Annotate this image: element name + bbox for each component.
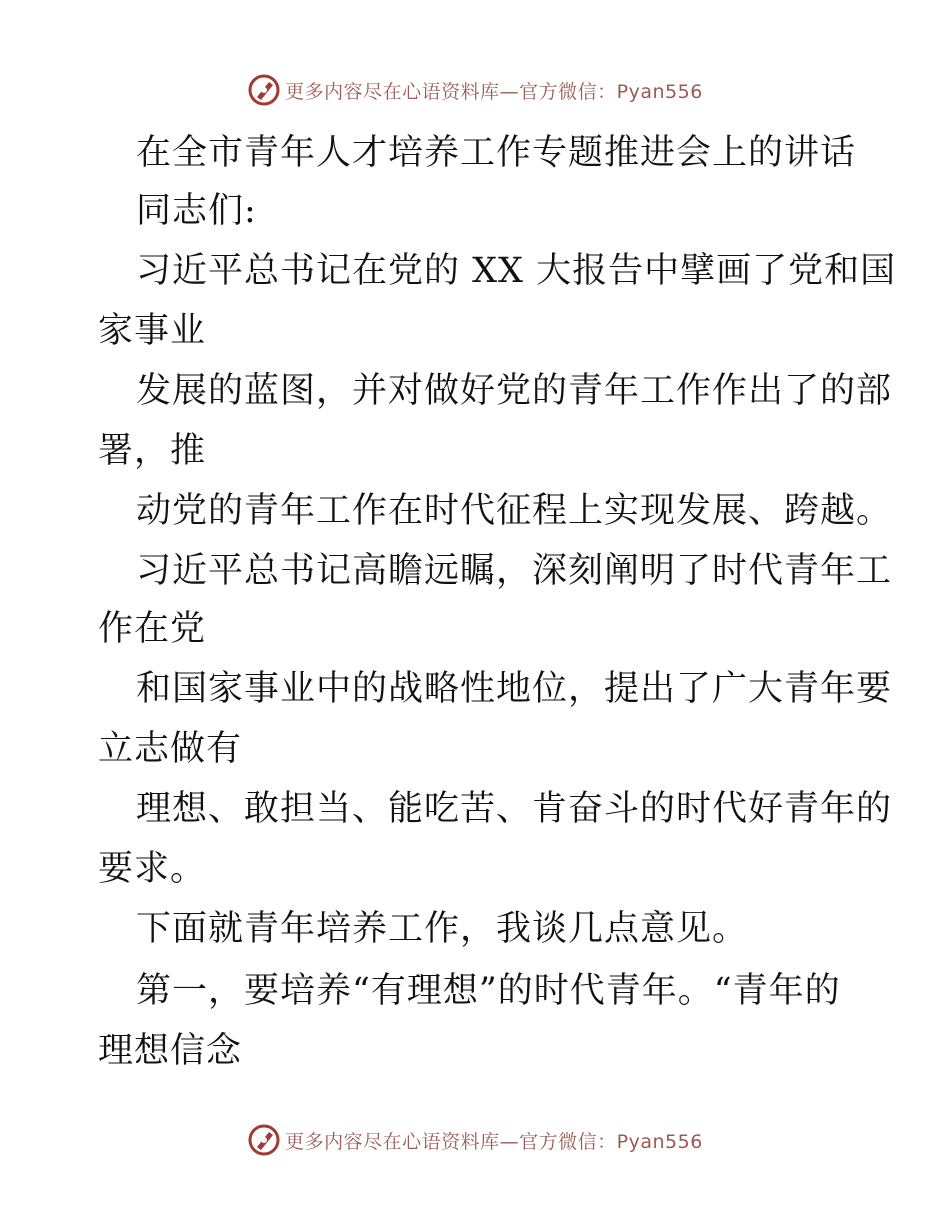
paragraph-line: 习近平总书记高瞻远瞩，深刻阐明了时代青年工 [136, 551, 893, 591]
header-watermark [0, 70, 950, 110]
footer-watermark [0, 1120, 950, 1160]
paragraph-line: 第一，要培养“有理想”的时代青年。“青年的 [136, 971, 841, 1011]
paragraph-line: 署，推 [98, 431, 207, 471]
document-body [98, 124, 897, 1080]
document-title: 在全市青年人才培养工作专题推进会上的讲话 [136, 133, 857, 173]
pen-logo-icon [247, 1123, 281, 1157]
paragraph-line: 家事业 [98, 311, 207, 351]
paragraph-line: 动党的青年工作在时代征程上实现发展、跨越。 [136, 491, 893, 531]
paragraph-line: 和国家事业中的战略性地位，提出了广大青年要 [136, 669, 893, 709]
paragraph-line: 下面就青年培养工作，我谈几点意见。 [136, 909, 749, 949]
pen-logo-icon [247, 73, 281, 107]
salutation: 同志们: [136, 191, 257, 231]
paragraph-line: 要求。 [98, 849, 207, 889]
paragraph-line: 理想、敢担当、能吃苦、肯奋斗的时代好青年的 [136, 789, 893, 829]
paragraph-line: 立志做有 [98, 729, 243, 769]
paragraph-line: 理想信念 [98, 1031, 243, 1071]
watermark-text: 更多内容尽在心语资料库—官方微信：Pyan556 [285, 1130, 703, 1153]
watermark-text: 更多内容尽在心语资料库—官方微信：Pyan556 [285, 80, 703, 103]
paragraph-line: 发展的蓝图，并对做好党的青年工作作出了的部 [136, 371, 893, 411]
paragraph-line: 习近平总书记在党的 XX 大报告中擘画了党和国 [136, 251, 897, 291]
paragraph-line: 作在党 [98, 609, 207, 649]
